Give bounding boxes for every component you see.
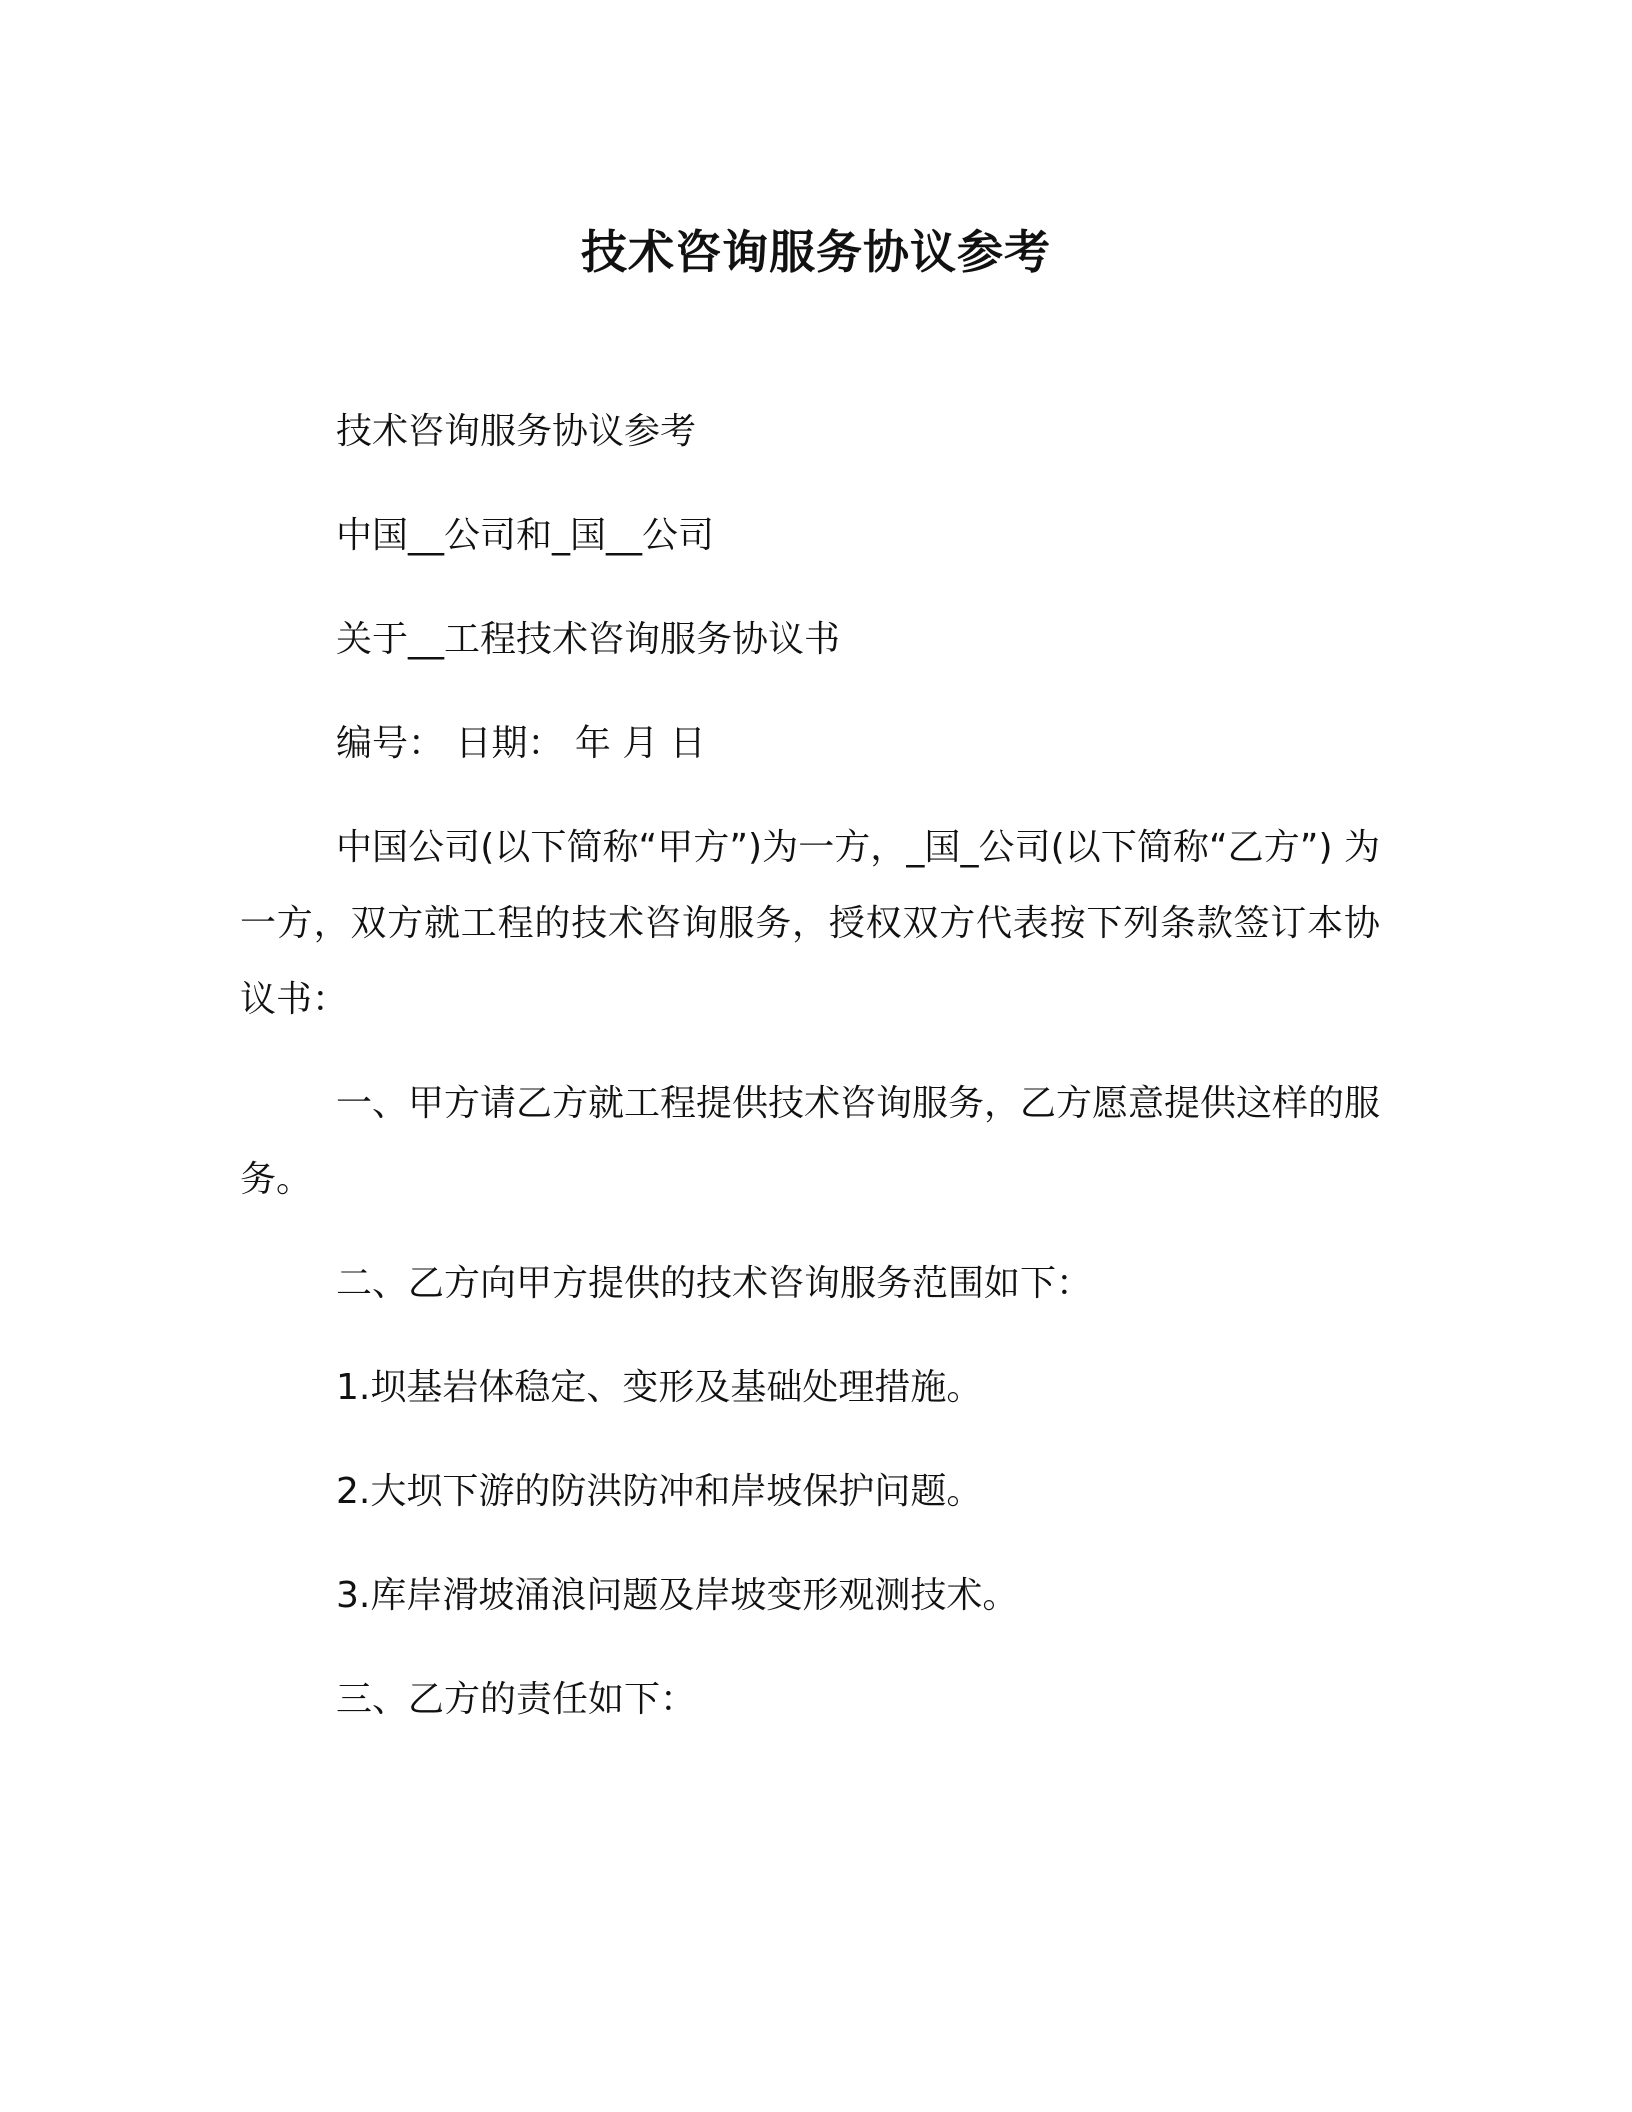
paragraph-clause-3: 三、乙方的责任如下： [336,1679,697,1720]
paragraph-item-3: 3.库岸滑坡涌浪问题及岸坡变形观测技术。 [336,1575,1019,1616]
paragraph-clause-1: 一、甲方请乙方就工程提供技术咨询服务，乙方愿意提供这样的服务。 [240,1083,1381,1200]
paragraph-preamble: 中国公司(以下简称“甲方”)为一方，_国_公司(以下简称“乙方”) 为一方，双方就工程的技术咨询服务，授权双方代表按下列条款签订本协议书： [240,827,1380,1020]
paragraph-subtitle: 技术咨询服务协议参考 [336,411,697,452]
paragraph-agreement-name: 关于__工程技术咨询服务协议书 [336,619,841,660]
paragraph-number-date: 编号： 日期： 年 月 日 [336,723,706,764]
paragraph-item-1: 1.坝基岩体稳定、变形及基础处理措施。 [336,1367,983,1408]
paragraph-parties: 中国__公司和_国__公司 [336,515,715,556]
paragraph-clause-2: 二、乙方向甲方提供的技术咨询服务范围如下： [336,1263,1093,1304]
document-body [240,394,1380,1766]
paragraph-item-2: 2.大坝下游的防洪防冲和岸坡保护问题。 [336,1471,983,1512]
document-title: 技术咨询服务协议参考 [581,225,1051,279]
